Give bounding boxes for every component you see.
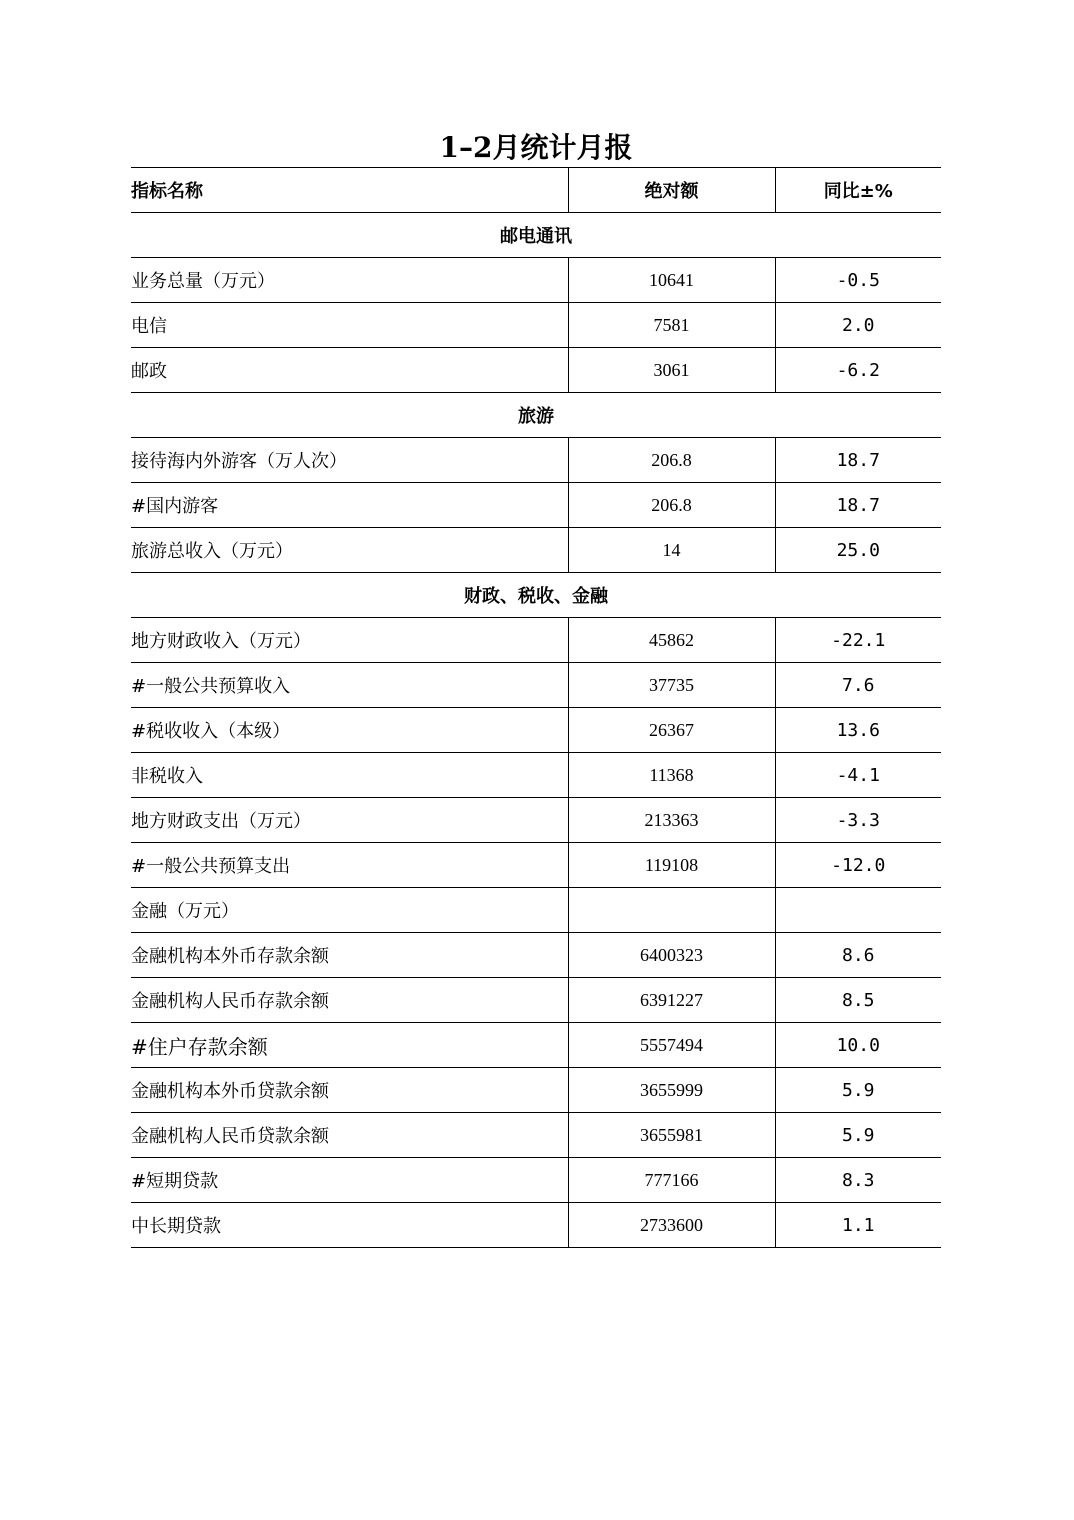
row-yoy: -12.0 [775,843,941,888]
row-absolute [568,888,775,933]
table-row [131,843,941,888]
section-row-post [131,213,941,258]
table-row [131,483,941,528]
row-yoy: 7.6 [775,663,941,708]
row-yoy: 18.7 [775,483,941,528]
report-title: 1–2月统计月报 [439,131,633,164]
row-yoy: 2.0 [775,303,941,348]
row-absolute: 14 [568,528,775,573]
row-yoy: 5.9 [775,1068,941,1113]
table-row [131,708,941,753]
row-name: 非税收入 [131,753,568,798]
row-yoy: 8.6 [775,933,941,978]
row-name: #国内游客 [131,483,568,528]
row-name: 接待海内外游客（万人次） [131,438,568,483]
table-row [131,528,941,573]
row-yoy: -22.1 [775,618,941,663]
table-row [131,978,941,1023]
row-absolute: 3655981 [568,1113,775,1158]
row-absolute: 6391227 [568,978,775,1023]
row-absolute: 119108 [568,843,775,888]
row-absolute: 11368 [568,753,775,798]
row-yoy: 13.6 [775,708,941,753]
row-yoy: 5.9 [775,1113,941,1158]
row-name: 旅游总收入（万元） [131,528,568,573]
row-yoy: 8.5 [775,978,941,1023]
statistics-table [131,167,941,1248]
table-row [131,303,941,348]
row-absolute: 2733600 [568,1203,775,1248]
table-row [131,348,941,393]
row-name: 金融机构人民币贷款余额 [131,1113,568,1158]
row-absolute: 5557494 [568,1023,775,1068]
row-yoy: 8.3 [775,1158,941,1203]
row-name: 地方财政支出（万元） [131,798,568,843]
section-row-tourism [131,393,941,438]
section-row-finance [131,573,941,618]
row-yoy: -6.2 [775,348,941,393]
row-name: #住户存款余额 [131,1023,568,1068]
header-indicator-name: 指标名称 [131,168,568,213]
table-row [131,1203,941,1248]
row-name: #一般公共预算收入 [131,663,568,708]
row-name: #一般公共预算支出 [131,843,568,888]
row-yoy [775,888,941,933]
row-name: 中长期贷款 [131,1203,568,1248]
row-yoy: 18.7 [775,438,941,483]
row-absolute: 777166 [568,1158,775,1203]
section-title: 旅游 [131,393,941,438]
table-row [131,258,941,303]
table-row [131,798,941,843]
row-name: 业务总量（万元） [131,258,568,303]
row-absolute: 37735 [568,663,775,708]
table-header-row [131,168,941,213]
row-name: #短期贷款 [131,1158,568,1203]
row-name: 邮政 [131,348,568,393]
table-row [131,888,941,933]
row-absolute: 6400323 [568,933,775,978]
row-name: #税收收入（本级） [131,708,568,753]
row-absolute: 10641 [568,258,775,303]
row-yoy: 10.0 [775,1023,941,1068]
table-row [131,1068,941,1113]
row-absolute: 3061 [568,348,775,393]
row-name: 金融机构人民币存款余额 [131,978,568,1023]
table-row [131,933,941,978]
table-row [131,753,941,798]
section-title: 邮电通讯 [131,213,941,258]
table-row [131,1158,941,1203]
row-absolute: 206.8 [568,483,775,528]
row-yoy: -4.1 [775,753,941,798]
table-row [131,1113,941,1158]
header-absolute-value: 绝对额 [568,168,775,213]
row-name: 金融（万元） [131,888,568,933]
row-absolute: 7581 [568,303,775,348]
section-title: 财政、税收、金融 [131,573,941,618]
row-name: 电信 [131,303,568,348]
row-absolute: 45862 [568,618,775,663]
table-row [131,663,941,708]
row-name: 金融机构本外币存款余额 [131,933,568,978]
table-row [131,1023,941,1068]
row-absolute: 206.8 [568,438,775,483]
table-row [131,438,941,483]
header-yoy-change: 同比±% [775,168,941,213]
table-row [131,618,941,663]
row-name: 地方财政收入（万元） [131,618,568,663]
row-yoy: -0.5 [775,258,941,303]
row-yoy: 1.1 [775,1203,941,1248]
row-yoy: -3.3 [775,798,941,843]
row-absolute: 26367 [568,708,775,753]
row-absolute: 213363 [568,798,775,843]
row-absolute: 3655999 [568,1068,775,1113]
row-yoy: 25.0 [775,528,941,573]
row-name: 金融机构本外币贷款余额 [131,1068,568,1113]
